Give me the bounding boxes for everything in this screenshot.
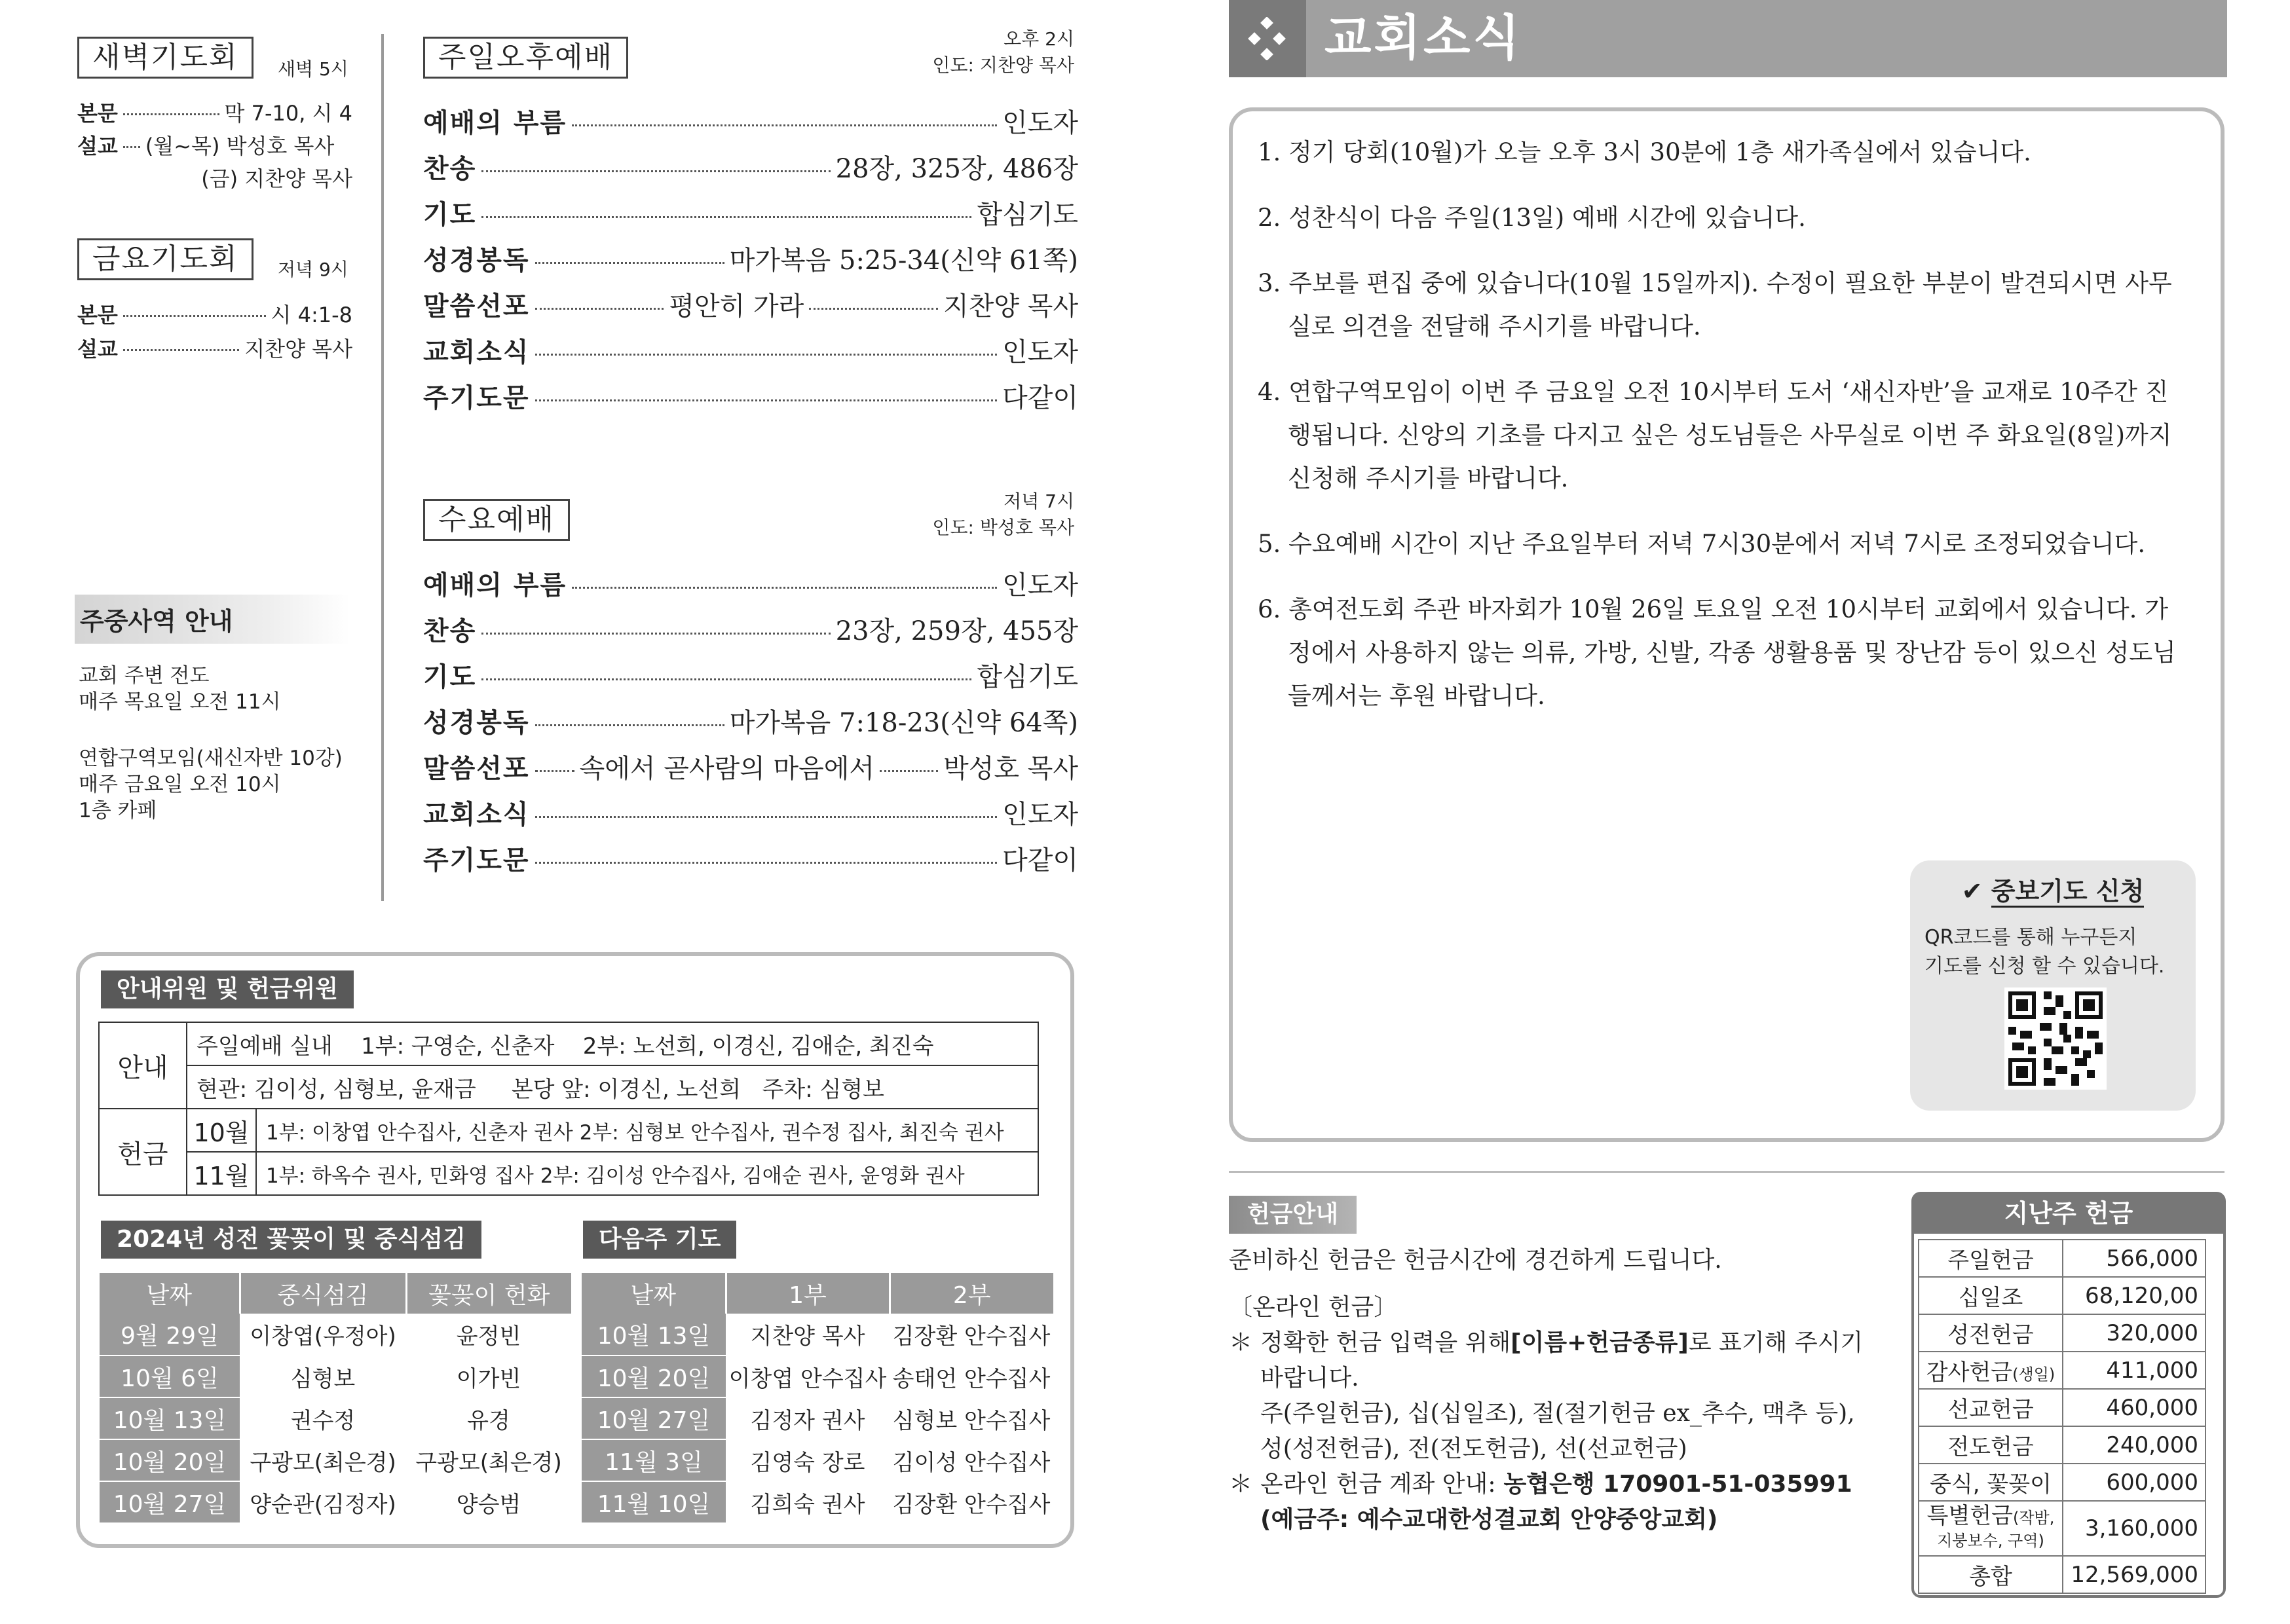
- flowers-title: 2024년 성전 꽃꽂이 및 중식섬김: [101, 1221, 481, 1259]
- bank-account: 농협은행 170901-51-035991: [1503, 1471, 1852, 1498]
- prayer-header: 2부: [890, 1273, 1053, 1314]
- guide-row: 현관: 김이성, 심형보, 윤재금 본당 앞: 이경신, 노선희 주차: 심형보: [187, 1065, 1038, 1109]
- table-row: 십일조 68,120,00: [1919, 1277, 2206, 1314]
- table-row: 10월 20일 구광모(최은경) 구광모(최은경): [100, 1439, 571, 1481]
- friday-text-row: 본문 시 4:1-8: [77, 303, 352, 327]
- table-row: 11월 10일 김희숙 권사 김장환 안수집사: [582, 1481, 1053, 1523]
- table-row: 10월 27일 김정자 권사 심형보 안수집사: [582, 1397, 1053, 1439]
- table-row: 중식, 꽃꽂이 600,000: [1919, 1464, 2206, 1501]
- table-row: 10월 6일 심형보 이가빈: [100, 1356, 571, 1397]
- friday-prayer-title: 금요기도회: [77, 238, 253, 280]
- offering-guide-body: 준비하신 헌금은 헌금시간에 경건하게 드립니다. 〔온라인 헌금〕 ＊ 정확한 헌금 입력을 위해 [이름+헌금종류] 로 표기해 주시기 바랍니다. 주(주일헌금), 십(십일조), 절(절기헌금 ex_추수, 맥추 등), 성(성전헌금), 전(전도헌금), 선(선교헌금) ＊ 온라인 헌금 계좌 안내: 농협은행 170901-51-035991 (예금주: 예수교대한성결교회 안양중앙교회): [1229, 1243, 1910, 1538]
- news-item: 3. 주보를 편집 중에 있습니다(10월 15일까지). 수정이 필요한 부분이 발견되시면 사무실로 의견을 전달해 주시기를 바랍니다.: [1258, 269, 2172, 341]
- news-item: 1. 정기 당회(10월)가 오늘 오후 3시 30분에 1층 새가족실에서 있습니다.: [1258, 138, 2031, 166]
- offering-divider: [1229, 1171, 2224, 1173]
- account-holder: (예금주: 예수교대한성결교회 안양중앙교회): [1260, 1506, 1718, 1533]
- asterisk-icon: ＊: [1229, 1471, 1253, 1498]
- order-row: 기도 합심기도: [423, 200, 1078, 230]
- dawn-sermon-row: 설교 (월~목) 박성호 목사: [77, 134, 335, 158]
- news-item: 6. 총여전도회 주관 바자회가 10월 26일 토요일 오전 10시부터 교회에서 있습니다. 가정에서 사용하지 않는 의류, 가방, 신발, 각종 생활용품 및 장난감 등이 있으신 성도님들께서는 후원 바랍니다.: [1258, 595, 2176, 710]
- usher-table: [98, 1022, 1039, 1196]
- guide-row: 주일예배 실내 1부: 구영순, 신춘자 2부: 노선희, 이경신, 김애순, 최진숙: [187, 1022, 1038, 1065]
- flowers-table: [100, 1273, 571, 1524]
- offering-label: 헌금: [99, 1109, 187, 1195]
- prayer-header: 1부: [726, 1273, 890, 1314]
- table-row: 10월 13일 권수정 유경: [100, 1397, 571, 1439]
- table-row: 10월 13일 지찬양 목사 김장환 안수집사: [582, 1314, 1053, 1356]
- ministry-item: 연합구역모임(새신자반 10강) 매주 금요일 오전 10시 1층 카페: [79, 747, 343, 822]
- table-row: 9월 29일 이창엽(우정아) 윤정빈: [100, 1314, 571, 1356]
- order-row: 찬송 23장, 259장, 455장: [423, 616, 1078, 646]
- guide-label: 안내: [99, 1022, 187, 1109]
- wednesday-time: 저녁 7시 인도: 박성호 목사: [932, 490, 1074, 538]
- dawn-text-row: 본문 막 7-10, 시 4: [77, 101, 352, 126]
- check-icon: ✔: [1961, 877, 1983, 906]
- dawn-sermon-friday: (금) 지찬양 목사: [201, 166, 352, 191]
- order-row: 기도 합심기도: [423, 662, 1078, 692]
- order-row: 성경봉독 마가복음 5:25-34(신약 61쪽): [423, 246, 1078, 276]
- dawn-prayer-title: 새벽기도회: [77, 37, 253, 79]
- qr-code-icon[interactable]: [2004, 987, 2107, 1090]
- table-row: 특별헌금(작밤, 지붕보수, 구역) 3,160,000: [1919, 1501, 2206, 1556]
- table-row: 전도헌금 240,000: [1919, 1426, 2206, 1464]
- column-divider: [381, 34, 384, 901]
- table-row: 주일헌금 566,000: [1919, 1240, 2206, 1277]
- sunday-pm-time: 오후 2시 인도: 지찬양 목사: [932, 28, 1074, 76]
- news-title: 교회소식: [1324, 10, 1522, 66]
- order-row: 찬송 28장, 325장, 486장: [423, 154, 1078, 184]
- offering-guide-title: 헌금안내: [1229, 1196, 1357, 1234]
- order-row: 예배의 부름 인도자: [423, 108, 1078, 138]
- diamond-cluster-icon: [1245, 17, 1290, 60]
- wednesday-title: 수요예배: [423, 499, 570, 541]
- offering-row: 1부: 이창엽 안수집사, 신춘자 권사 2부: 심형보 안수집사, 권수정 집사, 최진숙 권사: [256, 1109, 1038, 1152]
- dawn-prayer-time: 새벽 5시: [278, 58, 348, 80]
- friday-sermon-row: 설교 지찬양 목사: [77, 337, 352, 361]
- news-list: [1258, 131, 2188, 740]
- offering-month: 11월: [187, 1152, 256, 1195]
- table-row: 감사헌금(생일) 411,000: [1919, 1352, 2206, 1389]
- news-item: 4. 연합구역모임이 이번 주 금요일 오전 10시부터 도서 ‘새신자반’을 교재로 10주간 진행됩니다. 신앙의 기초를 다지고 싶은 성도님들은 사무실로 이번 주 화요일(8일)까지 신청해 주시기를 바랍니다.: [1258, 378, 2172, 492]
- news-item: 2. 성찬식이 다음 주일(13일) 예배 시간에 있습니다.: [1258, 204, 1806, 232]
- table-row: 총합 12,569,000: [1919, 1556, 2206, 1593]
- table-row: 11월 3일 김영숙 장로 김이성 안수집사: [582, 1439, 1053, 1481]
- flowers-header: 꽃꽂이 헌화: [406, 1273, 571, 1314]
- order-row: 성경봉독 마가복음 7:18-23(신약 64쪽): [423, 708, 1078, 738]
- order-row: 예배의 부름 인도자: [423, 570, 1078, 600]
- intercession-title-row: ✔ 중보기도 신청: [1910, 871, 2196, 907]
- table-row: 성전헌금 320,000: [1919, 1314, 2206, 1352]
- offering-row: 1부: 하옥수 권사, 민화영 집사 2부: 김이성 안수집사, 김애순 권사, 윤영화 권사: [256, 1152, 1038, 1195]
- intercession-desc: QR코드를 통해 누구든지 기도를 신청 할 수 있습니다.: [1924, 926, 2165, 978]
- prayer-header: 날짜: [582, 1273, 726, 1314]
- news-item: 5. 수요예배 시간이 지난 주요일부터 저녁 7시30분에서 저녁 7시로 조정되었습니다.: [1258, 530, 2146, 558]
- last-week-table: [1918, 1239, 2206, 1594]
- table-row: 10월 27일 양순관(김정자) 양승범: [100, 1481, 571, 1523]
- ministry-item: 교회 주변 전도 매주 목요일 오전 11시: [79, 664, 281, 714]
- table-row: 선교헌금 460,000: [1919, 1389, 2206, 1426]
- order-row: 교회소식 인도자: [423, 337, 1078, 367]
- order-row: 주기도문 다같이: [423, 845, 1078, 876]
- asterisk-icon: ＊: [1229, 1329, 1253, 1356]
- friday-prayer-time: 저녁 9시: [278, 259, 348, 280]
- order-row: 주기도문 다같이: [423, 383, 1078, 413]
- last-week-title: 지난주 헌금: [1913, 1193, 2224, 1234]
- ministry-title: 주중사역 안내: [75, 595, 350, 644]
- order-row: 교회소식 인도자: [423, 800, 1078, 830]
- table-row: 10월 20일 이창엽 안수집사 송태언 안수집사: [582, 1356, 1053, 1397]
- order-row: 말씀선포 평안히 가라 지찬양 목사: [423, 291, 1078, 322]
- sunday-pm-title: 주일오후예배: [423, 37, 628, 79]
- flowers-header: 날짜: [100, 1273, 240, 1314]
- usher-title: 안내위원 및 헌금위원: [101, 970, 354, 1008]
- order-row: 말씀선포 속에서 곧사람의 마음에서 박성호 목사: [423, 754, 1078, 784]
- next-prayer-table: [582, 1273, 1053, 1524]
- flowers-header: 중식섬김: [240, 1273, 406, 1314]
- next-prayer-title: 다음주 기도: [583, 1221, 736, 1259]
- offering-month: 10월: [187, 1109, 256, 1152]
